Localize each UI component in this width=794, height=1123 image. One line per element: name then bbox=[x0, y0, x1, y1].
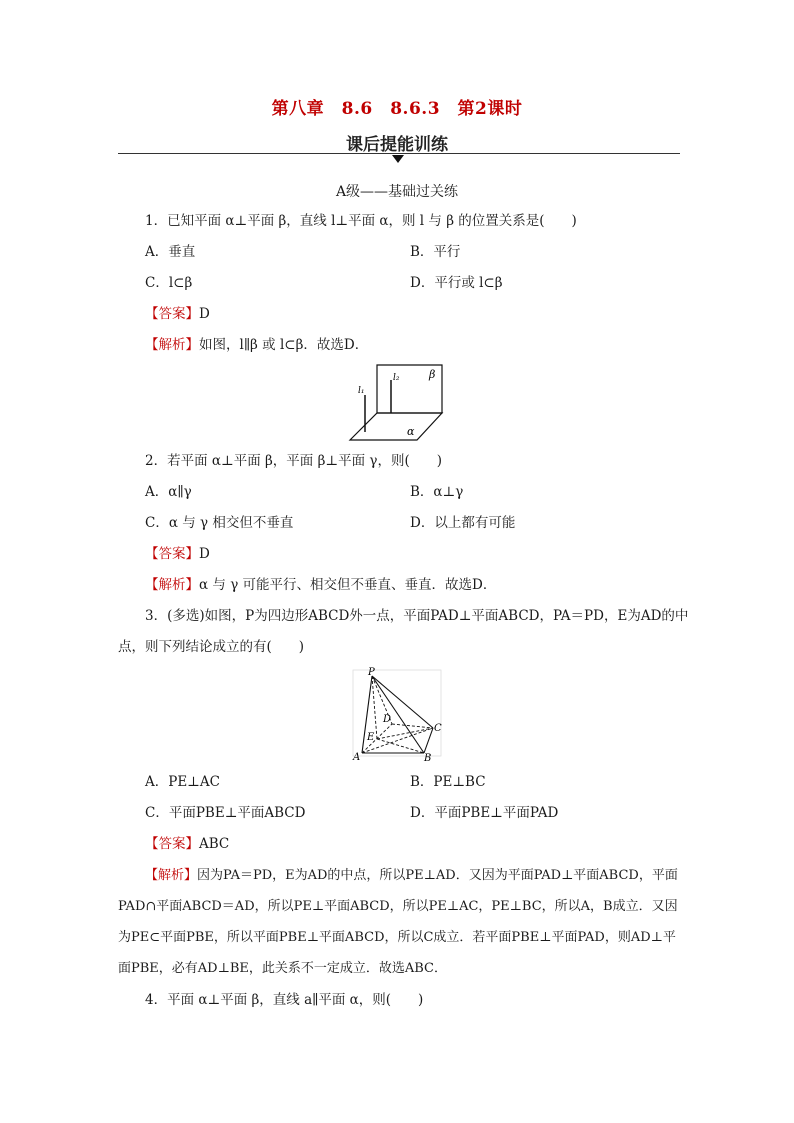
header-divider bbox=[118, 153, 680, 154]
label-d: D bbox=[383, 714, 392, 725]
analysis-tag: 【解析】 bbox=[145, 577, 199, 593]
q4-stem: 4．平面 α⊥平面 β，直线 a∥平面 α，则( ) bbox=[145, 992, 424, 1008]
q3-option-a: A．PE⊥AC bbox=[145, 774, 220, 790]
q3-option-c: C．平面PBE⊥平面ABCD bbox=[145, 805, 306, 821]
chapter-title: 第八章 8.6 8.6.3 第2课时 bbox=[271, 99, 523, 119]
q1-option-c: C．l⊂β bbox=[145, 275, 193, 291]
answer-value: D bbox=[199, 546, 210, 562]
analysis-text: α 与 γ 可能平行、相交但不垂直、垂直．故选D． bbox=[199, 577, 497, 593]
q1-option-a: A．垂直 bbox=[145, 244, 196, 260]
answer-tag: 【答案】 bbox=[145, 546, 199, 562]
q3-stem-line1: 3．(多选)如图，P为四边形ABCD外一点，平面PAD⊥平面ABCD，PA＝PD，E为AD的中 bbox=[145, 608, 689, 624]
down-triangle-icon bbox=[392, 155, 404, 163]
label-a: A bbox=[353, 752, 361, 763]
q2-option-b: B．α⊥γ bbox=[410, 484, 464, 500]
label-e: E bbox=[367, 732, 375, 743]
q1-option-d: D．平行或 l⊂β bbox=[410, 275, 503, 291]
label-b: B bbox=[424, 753, 432, 764]
analysis-tag: 【解析】 bbox=[145, 868, 198, 883]
label-l1: l₁ bbox=[358, 386, 365, 396]
q1-option-b: B．平行 bbox=[410, 244, 461, 260]
analysis-text: 如图，l∥β 或 l⊂β．故选D． bbox=[199, 337, 369, 353]
q2-analysis bbox=[145, 575, 496, 595]
page-subtitle: 课后提能训练 bbox=[346, 135, 448, 155]
answer-value: ABC bbox=[199, 836, 230, 852]
label-c: C bbox=[434, 723, 442, 734]
level-heading: A级——基础过关练 bbox=[335, 184, 459, 200]
q2-option-d: D．以上都有可能 bbox=[410, 515, 516, 531]
q3-option-d: D．平面PBE⊥平面PAD bbox=[410, 805, 559, 821]
plane-alpha bbox=[350, 413, 442, 440]
answer-tag: 【答案】 bbox=[145, 306, 199, 322]
q3-answer bbox=[145, 834, 229, 854]
q3-stem-line2: 点，则下列结论成立的有( ) bbox=[118, 639, 305, 655]
q1-answer bbox=[145, 304, 210, 324]
q2-option-c: C．α 与 γ 相交但不垂直 bbox=[145, 515, 294, 531]
q2-stem: 2．若平面 α⊥平面 β，平面 β⊥平面 γ，则( ) bbox=[145, 453, 442, 469]
answer-tag: 【答案】 bbox=[145, 836, 199, 852]
q1-stem: 1．已知平面 α⊥平面 β，直线 l⊥平面 α，则 l 与 β 的位置关系是( ) bbox=[145, 213, 577, 229]
q3-analysis bbox=[118, 860, 680, 984]
q2-option-a: A．α∥γ bbox=[145, 484, 192, 500]
q1-analysis bbox=[145, 335, 368, 355]
label-beta: β bbox=[429, 368, 436, 381]
q2-answer bbox=[145, 544, 210, 564]
label-p: P bbox=[368, 667, 375, 678]
label-l2: l₂ bbox=[393, 373, 400, 383]
analysis-text: 因为PA＝PD，E为AD的中点，所以PE⊥AD．又因为平面PAD⊥平面ABCD，平面PAD∩平面ABCD＝AD，所以PE⊥平面ABCD，所以PE⊥AC，PE⊥BC，所以A，B成立．又因为PE⊂平面PBE，所以平面PBE⊥平面ABCD，所以C成立．若平面PBE⊥平面PAD，则AD⊥平面PBE，必有AD⊥BE，此关系不一定成立．故选ABC． bbox=[118, 868, 678, 976]
analysis-tag: 【解析】 bbox=[145, 337, 199, 353]
answer-value: D bbox=[199, 306, 210, 322]
label-alpha: α bbox=[407, 425, 415, 438]
q3-option-b: B．PE⊥BC bbox=[410, 774, 486, 790]
q3-pyramid-figure bbox=[345, 664, 445, 764]
q1-planes-figure bbox=[340, 360, 450, 444]
